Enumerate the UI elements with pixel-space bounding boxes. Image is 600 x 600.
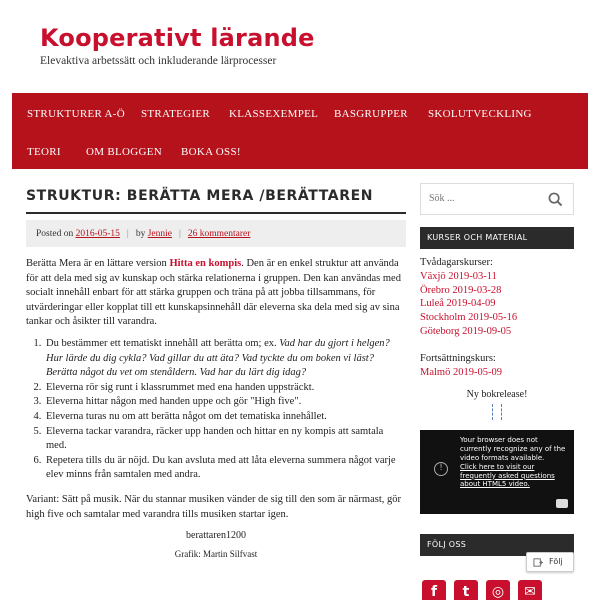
comments-link[interactable]: 26 kommentarer [187, 228, 251, 239]
book-image-placeholder[interactable] [492, 404, 502, 420]
courses-widget [420, 256, 574, 379]
author-link[interactable]: Jennie [147, 228, 172, 239]
by-label: by [135, 228, 146, 239]
facebook-icon[interactable]: f [422, 580, 446, 600]
variant-paragraph: Variant: Sätt på musik. När du stannar musiken vänder de sig till den som är närmast, gör high five och samtalar med varandra tills musiken startar igen. [26, 493, 402, 520]
intro-paragraph: Berätta Mera är en lättare version Hitta en kompis. Den är en enkel struktur att använda för att dela med sig av kunskap och stärka relationerna i gruppen. Den kan användas med socialt innehåll enbart för att stärka gruppen och träna på att jobba tillsammans, för utvärderingar eller kopplat till ett kunskapsinnehåll där eleverna ska dela med sig av sina tankar och åsikter till varandra. [26, 258, 401, 328]
nav-item-strategier[interactable]: STRATEGIER [141, 108, 210, 120]
widget-title-kurser: KURSER OCH MATERIAL [420, 227, 574, 249]
search-icon[interactable] [548, 192, 563, 207]
meta-separator: | [178, 228, 181, 239]
social-icons [422, 580, 552, 600]
nav-item-klassexempel[interactable]: KLASSEXEMPEL [229, 108, 319, 120]
course-link[interactable]: Luleå 2019-04-09 [420, 298, 496, 310]
course-link[interactable]: Växjö 2019-03-11 [420, 270, 497, 282]
course-link[interactable]: Göteborg 2019-09-05 [420, 325, 512, 337]
list-item: 3. Eleverna hittar någon med handen uppe och gör "High five". [44, 395, 406, 410]
list-item: 4. Eleverna turas nu om att berätta något om det tematiska innehållet. [44, 410, 406, 425]
youtube-icon[interactable] [556, 499, 568, 508]
meta-separator: | [126, 228, 129, 239]
posted-on-label: Posted on [36, 228, 74, 239]
list-item: 6. Repetera tills du är nöjd. Du kan avsluta med att låta eleverna summera något varje elev minns från samtalen med andra. [44, 454, 406, 483]
nav-item-skolutveckling[interactable]: SKOLUTVECKLING [428, 108, 532, 120]
nav-item-strukturer[interactable]: STRUKTURER A-Ö [27, 108, 126, 120]
sidebar [420, 183, 574, 556]
nav-item-boka-oss[interactable]: BOKA OSS! [181, 146, 241, 158]
nav-item-om-bloggen[interactable]: OM BLOGGEN [86, 146, 163, 158]
nav-item-basgrupper[interactable]: BASGRUPPER [334, 108, 408, 120]
course-link[interactable]: Stockholm 2019-05-16 [420, 312, 518, 324]
list-item: 1. Du bestämmer ett tematiskt innehåll att berätta om; ex. Vad har du gjort i helgen? Hur lärde du dig cykla? Vad gillar du att äta? Vad tyckte du om boken vi läst? Berätta något du vet om stenåldern. Vad har du lärt dig idag? [44, 337, 406, 381]
twitter-icon[interactable]: t [454, 580, 478, 600]
post-title: STRUKTUR: BERÄTTA MERA /BERÄTTAREN [26, 188, 406, 214]
list-item: 5. Eleverna tackar varandra, räcker upp handen och hittar en ny kompis att samtala med. [44, 425, 406, 454]
course-link[interactable]: Örebro 2019-03-28 [420, 284, 502, 296]
email-icon[interactable]: ✉ [518, 580, 542, 600]
video-faq-link[interactable]: Click here to visit our frequently asked questions about HTML5 video. [460, 462, 555, 489]
widget-title-folj-oss: FÖLJ OSS [420, 534, 574, 556]
follow-icon [533, 557, 544, 568]
site-header [0, 0, 600, 93]
tvadagar-label: Tvådagarskurser: [420, 257, 493, 268]
follow-label: Följ [549, 557, 563, 566]
post-body [26, 257, 406, 561]
hitta-en-kompis-link[interactable]: Hitta en kompis [169, 258, 242, 269]
nav-item-teori[interactable]: TEORI [27, 146, 61, 158]
video-message: Your browser does not currently recognize any of the video formats available. Click here to visit our frequently asked questions about HTML5 video. [460, 436, 566, 489]
new-book-label: Ny bokrelease! [466, 389, 528, 401]
main-navigation [12, 93, 588, 169]
image-credit: Grafik: Martin Silfvast [174, 548, 258, 559]
site-title[interactable]: Kooperativt lärande [40, 24, 315, 52]
list-item: 2. Eleverna rör sig runt i klassrummet med ena handen uppsträckt. [44, 381, 406, 396]
search-box [420, 183, 574, 215]
post-content [26, 188, 406, 561]
video-player[interactable] [420, 430, 574, 514]
error-icon: ! [434, 462, 448, 476]
steps-list [44, 337, 406, 483]
post-date-link[interactable]: 2016-05-15 [75, 228, 120, 239]
site-description: Elevaktiva arbetssätt och inkluderande lärprocesser [40, 55, 277, 67]
search-input[interactable] [429, 193, 539, 204]
course-link[interactable]: Malmö 2019-05-09 [420, 366, 502, 378]
instagram-icon[interactable]: ◎ [486, 580, 510, 600]
image-caption: berattaren1200 [186, 530, 246, 542]
follow-button[interactable] [526, 552, 574, 572]
fortsattning-label: Fortsättningskurs: [420, 352, 496, 364]
post-meta [26, 220, 406, 247]
